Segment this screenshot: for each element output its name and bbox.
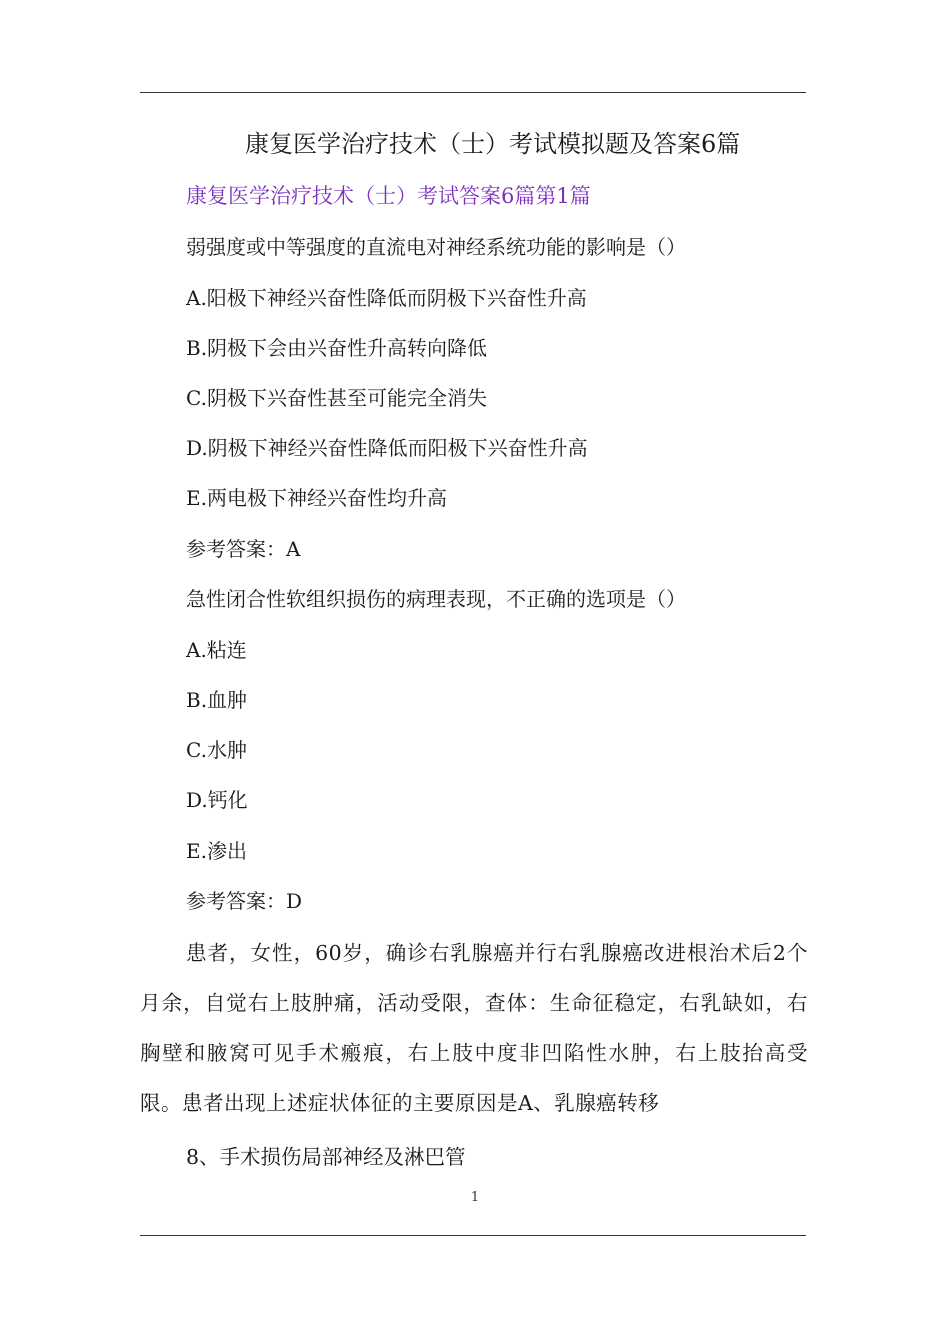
question-2-option-e: E.渗出 [186,839,247,863]
question-2-stem: 急性闭合性软组织损伤的病理表现，不正确的选项是（） [186,587,686,611]
question-2-option-b: B.血肿 [186,688,248,712]
question-1-option-b: B.阴极下会由兴奋性升高转向降低 [186,336,488,360]
footer-rule [140,1235,806,1236]
document-title: 康复医学治疗技术（士）考试模拟题及答案6篇 [245,130,741,158]
header-rule [140,92,806,93]
section-title: 康复医学治疗技术（士）考试答案6篇第1篇 [186,184,591,208]
case-option: 8、手术损伤局部神经及淋巴管 [186,1145,466,1169]
case-paragraph: 患者，女性，60岁，确诊右乳腺癌并行右乳腺癌改进根治术后2个月余，自觉右上肢肿痛，活动受限，查体：生命征稳定，右乳缺如，右胸壁和腋窝可见手术瘢痕，右上肢中度非凹陷性水肿，右上肢抬高受限。患者出现上述症状体征的主要原因是A、乳腺癌转移 [140,941,808,1115]
question-1-option-a: A.阳极下神经兴奋性降低而阴极下兴奋性升高 [186,286,587,310]
question-2-answer: 参考答案：D [186,889,303,913]
question-2-option-a: A.粘连 [186,638,247,662]
page-number: 1 [470,1190,480,1205]
question-2-option-d: D.钙化 [186,788,248,812]
question-1-option-c: C.阴极下兴奋性甚至可能完全消失 [186,386,487,410]
question-2-option-c: C.水肿 [186,738,247,762]
question-1-stem: 弱强度或中等强度的直流电对神经系统功能的影响是（） [186,235,686,259]
question-1-answer: 参考答案：A [186,537,301,561]
question-1-option-e: E.两电极下神经兴奋性均升高 [186,486,447,510]
question-1-option-d: D.阴极下神经兴奋性降低而阳极下兴奋性升高 [186,436,588,460]
